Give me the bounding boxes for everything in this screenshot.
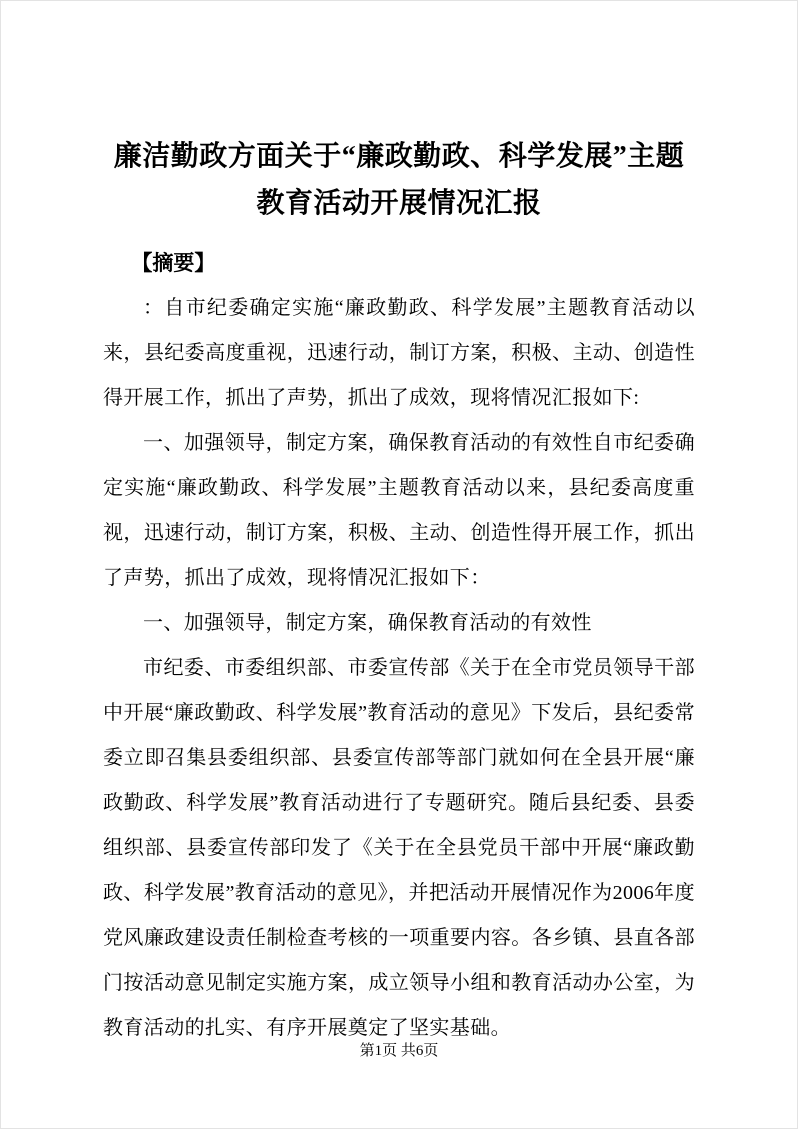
- document-content: [103, 133, 695, 1051]
- paragraph-abstract-body: ：自市纪委确定实施“廉政勤政、科学发展”主题教育活动以来，县纪委高度重视，迅速行动，制订方案，积极、主动、创造性得开展工作，抓出了声势，抓出了成效，现将情况汇报如下:: [103, 297, 695, 409]
- paragraph-section-heading: 一、加强领导，制定方案，确保教育活动的有效性: [143, 612, 592, 634]
- document-title: 廉洁勤政方面关于“廉政勤政、科学发展”主题教育活动开展情况汇报: [113, 141, 685, 219]
- paragraph-section-detail: 市纪委、市委组织部、市委宣传部《关于在全市党员领导干部中开展“廉政勤政、科学发展”教育活动的意见》下发后，县纪委常委立即召集县委组织部、县委宣传部等部门就如何在全县开展“廉政勤政、科学发展”教育活动进行了专题研究。随后县纪委、县委组织部、县委宣传部印发了《关于在全县党员干部中开展“廉政勤政、科学发展”教育活动的意见》，并把活动开展情况作为2006年度党风廉政建设责任制检查考核的一项重要内容。各乡镇、县直各部门按活动意见制定实施方案，成立领导小组和教育活动办公室，为教育活动的扎实、有序开展奠定了坚实基础。: [103, 657, 695, 1039]
- paragraph-section-intro: 一、加强领导，制定方案，确保教育活动的有效性自市纪委确定实施“廉政勤政、科学发展”主题教育活动以来，县纪委高度重视，迅速行动，制订方案，积极、主动、创造性得开展工作，抓出了声势，抓出了成效，现将情况汇报如下：: [103, 432, 695, 589]
- page-number: 第1页 共6页: [359, 1043, 439, 1059]
- abstract-label: 【摘要】: [131, 251, 216, 275]
